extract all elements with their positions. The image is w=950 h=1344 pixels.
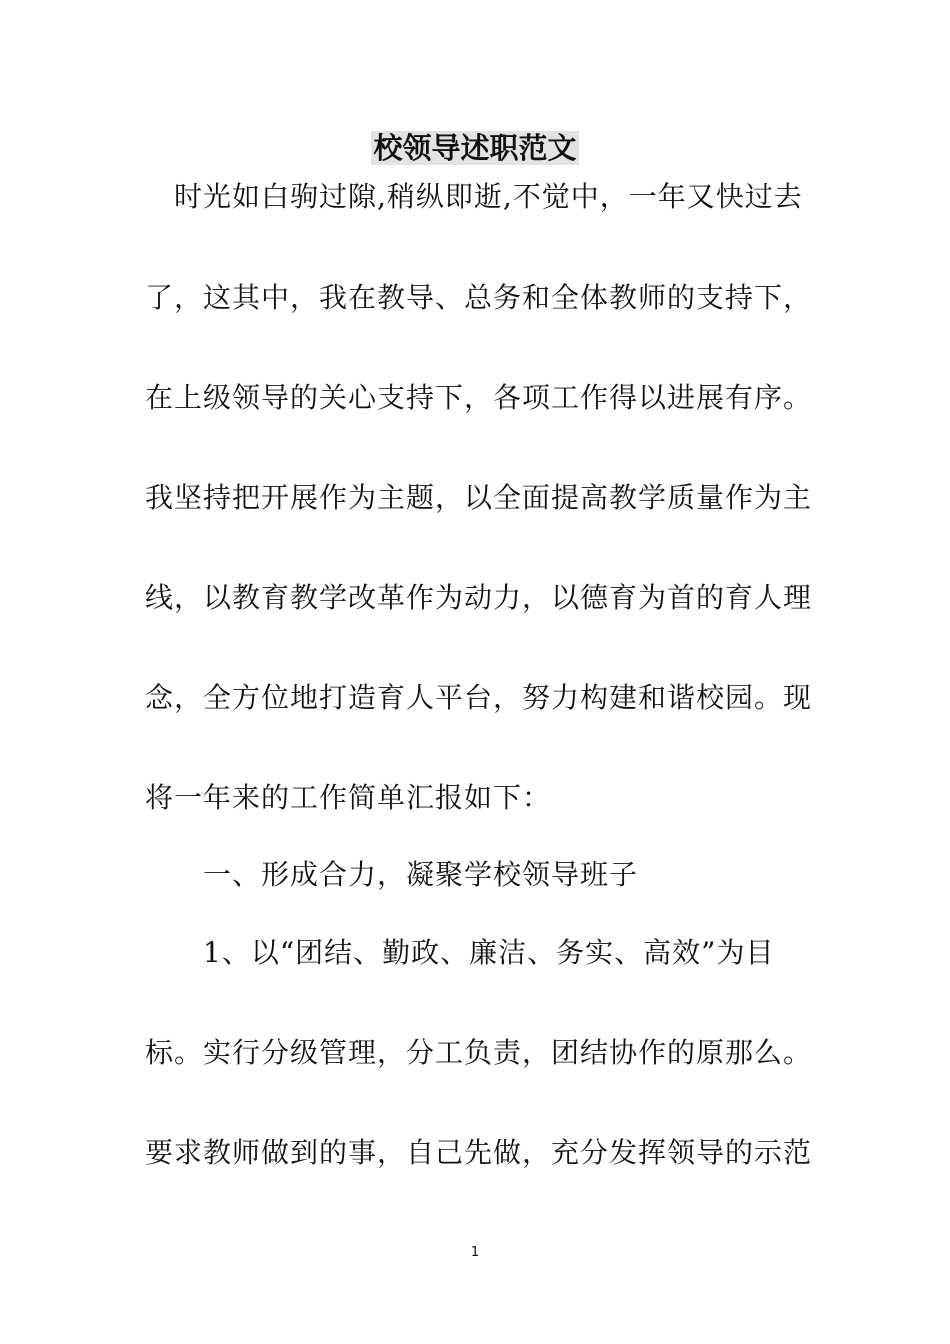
section-heading-1: 一、形成合力，凝聚学校领导班子 [145, 858, 639, 891]
body-line-5: 线，以教育教学改革作为动力，以德育为首的育人理 [145, 581, 813, 614]
body-line-1: 时光如白驹过隙,稍纵即逝,不觉中，一年又快过去 [145, 180, 803, 213]
body-line-7: 将一年来的工作简单汇报如下： [145, 781, 552, 814]
page-number: 1 [470, 1245, 480, 1260]
document-title-text: 校领导述职范文 [373, 131, 577, 165]
body-line-11: 要求教师做到的事，自己先做，充分发挥领导的示范 [145, 1136, 813, 1169]
body-line-2: 了，这其中，我在教导、总务和全体教师的支持下， [145, 281, 813, 314]
body-line-3: 在上级领导的关心支持下，各项工作得以进展有序。 [145, 381, 813, 414]
document-title [0, 128, 950, 168]
body-line-4: 我坚持把开展作为主题，以全面提高教学质量作为主 [145, 481, 813, 514]
body-line-6: 念，全方位地打造育人平台，努力构建和谐校园。现 [145, 681, 813, 714]
body-line-10: 标。实行分级管理，分工负责，团结协作的原那么。 [145, 1036, 813, 1069]
body-line-9: 1、以“团结、勤政、廉洁、务实、高效”为目 [145, 936, 775, 969]
